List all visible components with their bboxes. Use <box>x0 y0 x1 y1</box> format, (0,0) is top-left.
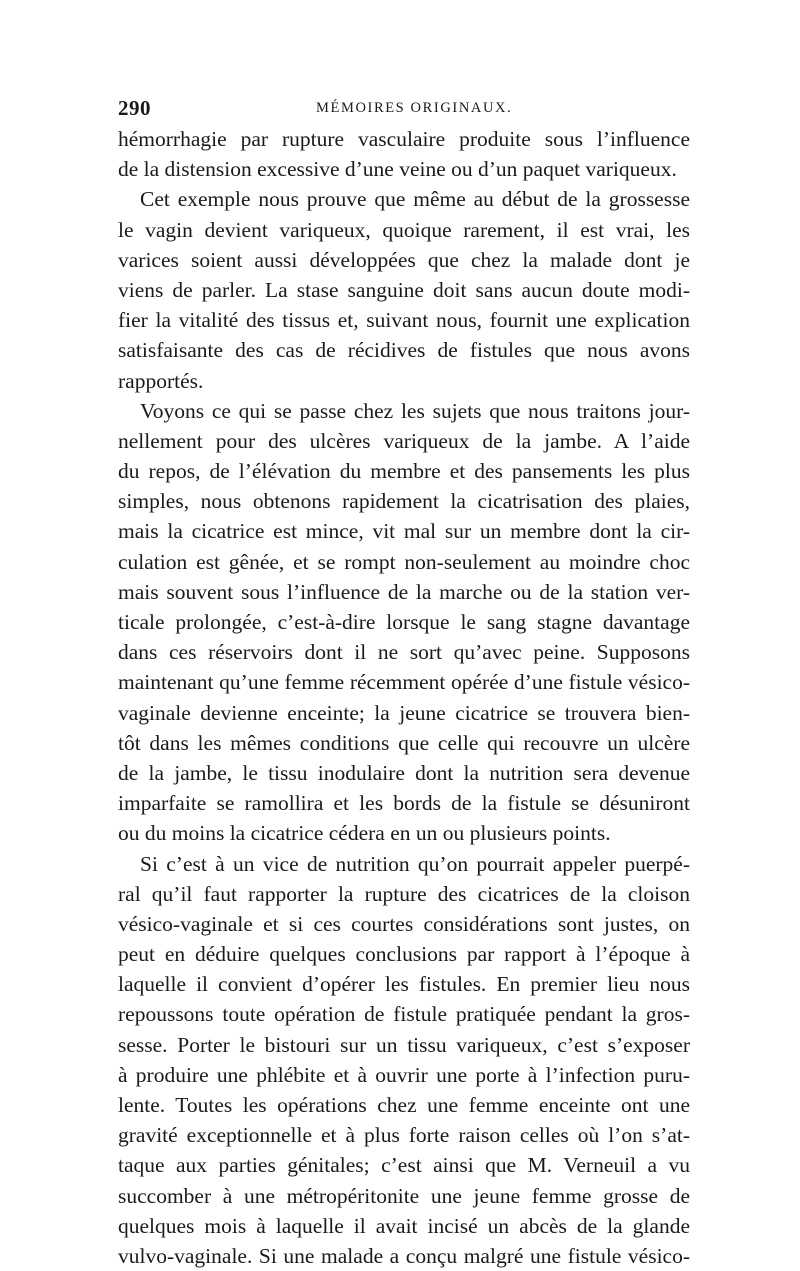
text-line: dans ces réservoirs dont il ne sort qu’avec peine. Supposons <box>118 640 690 665</box>
text-line: quelques mois à laquelle il avait incisé un abcès de la glande <box>118 1213 690 1238</box>
text-line: ral qu’il faut rapporter la rupture des cicatrices de la cloison <box>118 881 690 906</box>
text-line: succomber à une métropéritonite une jeune femme grosse de <box>118 1183 690 1208</box>
text-line: fier la vitalité des tissus et, suivant nous, fournit une explication <box>118 308 690 333</box>
text-line: Si c’est à un vice de nutrition qu’on pourrait appeler puerpé- <box>140 851 690 876</box>
text-line: Cet exemple nous prouve que même au début de la grossesse <box>140 187 690 212</box>
text-line: varices soient aussi développées que chez la malade dont je <box>118 247 690 272</box>
body-text <box>118 124 690 1271</box>
page-header <box>118 96 690 126</box>
text-line: culation est gênée, et se rompt non-seulement au moindre choc <box>118 549 690 574</box>
page-number: 290 <box>118 96 151 120</box>
text-line: gravité exceptionnelle et à plus forte raison celles où l’on s’at- <box>118 1123 690 1148</box>
text-line: ticale prolongée, c’est-à-dire lorsque le sang stagne davantage <box>118 610 690 634</box>
text-line: repoussons toute opération de fistule pratiquée pendant la gros- <box>118 1002 690 1027</box>
text-line: de la distension excessive d’une veine ou d’un paquet variqueux. <box>118 157 677 182</box>
text-line: satisfaisante des cas de récidives de fistules que nous avons <box>118 338 690 363</box>
text-line: du repos, de l’élévation du membre et des pansements les plus <box>118 459 690 484</box>
text-line: imparfaite se ramollira et les bords de la fistule se désuniront <box>118 791 690 816</box>
text-line: viens de parler. La stase sanguine doit sans aucun doute modi- <box>118 277 690 302</box>
text-line: maintenant qu’une femme récemment opérée d’une fistule vésico- <box>118 670 690 695</box>
text-line: tôt dans les mêmes conditions que celle qui recouvre un ulcère <box>118 730 690 755</box>
text-line: vulvo-vaginale. Si une malade a conçu malgré une fistule vésico- <box>118 1243 690 1268</box>
text-line: sesse. Porter le bistouri sur un tissu variqueux, c’est s’exposer <box>118 1032 690 1057</box>
text-line: vésico-vaginale et si ces courtes considérations sont justes, on <box>118 911 690 936</box>
text-line: mais souvent sous l’influence de la marche ou de la station ver- <box>118 579 690 604</box>
text-line: de la jambe, le tissu inodulaire dont la nutrition sera devenue <box>118 760 690 785</box>
text-line: le vagin devient variqueux, quoique rarement, il est vrai, les <box>118 217 690 242</box>
text-line: rapportés. <box>118 368 204 393</box>
text-line: mais la cicatrice est mince, vit mal sur un membre dont la cir- <box>118 519 690 544</box>
text-line: vaginale devienne enceinte; la jeune cicatrice se trouvera bien- <box>118 700 690 725</box>
text-line: ou du moins la cicatrice cédera en un ou plusieurs points. <box>118 821 611 846</box>
text-line: taque aux parties génitales; c’est ainsi que M. Verneuil a vu <box>118 1153 690 1178</box>
text-line: simples, nous obtenons rapidement la cicatrisation des plaies, <box>118 489 690 514</box>
text-line: hémorrhagie par rupture vasculaire produite sous l’influence <box>118 127 690 151</box>
text-line: lente. Toutes les opérations chez une femme enceinte ont une <box>118 1093 690 1117</box>
text-line: laquelle il convient d’opérer les fistules. En premier lieu nous <box>118 972 690 997</box>
text-line: à produire une phlébite et à ouvrir une porte à l’infection puru- <box>118 1062 690 1087</box>
text-line: Voyons ce qui se passe chez les sujets que nous traitons jour- <box>140 398 690 423</box>
text-line: nellement pour des ulcères variqueux de la jambe. A l’aide <box>118 428 690 453</box>
running-head: MÉMOIRES ORIGINAUX. <box>316 100 513 116</box>
text-line: peut en déduire quelques conclusions par rapport à l’époque à <box>118 942 690 967</box>
